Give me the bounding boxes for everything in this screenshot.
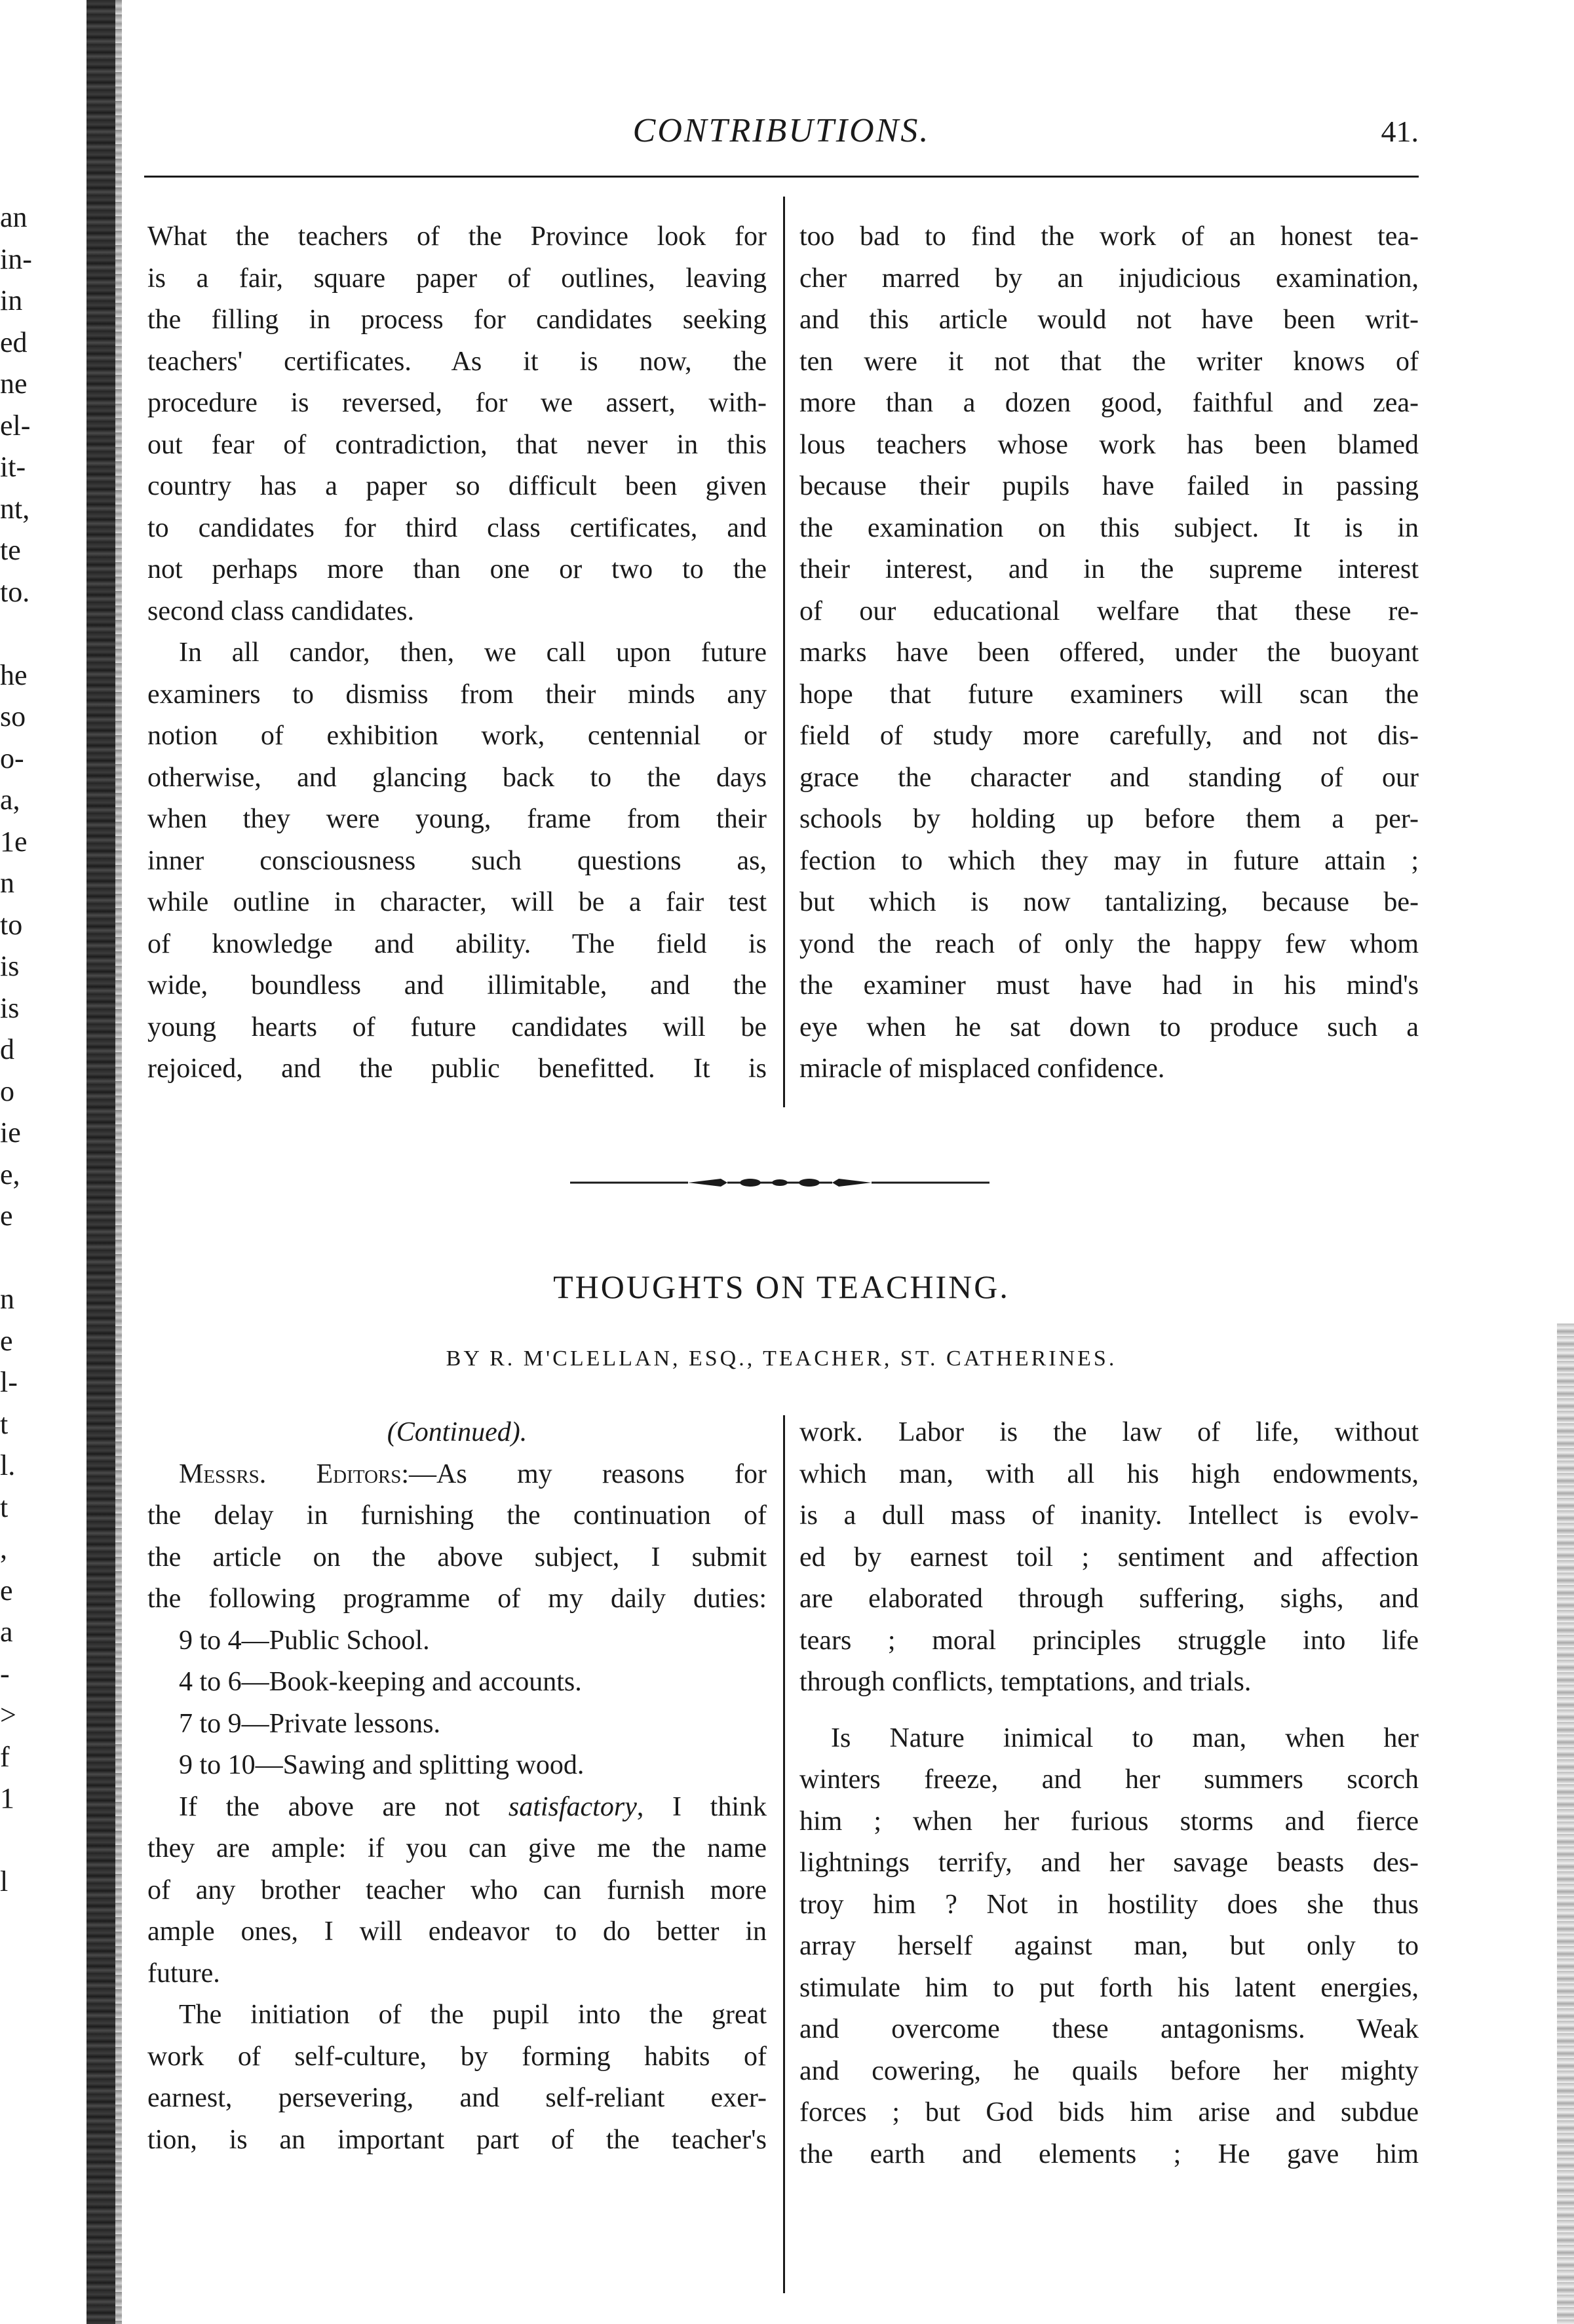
margin-fragment: e	[0, 1200, 13, 1232]
text-line: forces ; but God bids him arise and subdue	[799, 2097, 1419, 2127]
text-line: are elaborated through suffering, sighs, and	[799, 1584, 1419, 1614]
bottom-right-column	[799, 1412, 1419, 2175]
paragraph	[147, 216, 767, 632]
text-line: not perhaps more than one or two to the	[147, 554, 767, 584]
text-line: Is Nature inimical to man, when her	[831, 1723, 1419, 1753]
margin-fragment: ed	[0, 326, 28, 358]
margin-fragment	[0, 1819, 82, 1861]
text-line: troy him ? Not in hostility does she thus	[799, 1889, 1419, 1920]
text-line: the earth and elements ; He gave him	[799, 2139, 1419, 2169]
column-rule	[783, 197, 785, 1107]
text-line: otherwise, and glancing back to the days	[147, 762, 767, 793]
text-line: field of study more carefully, and not dis-	[799, 721, 1419, 751]
text-line: the examination on this subject. It is in	[799, 512, 1419, 543]
margin-fragment: n	[0, 867, 14, 899]
text-line: teachers' certificates. As it is now, the	[147, 346, 767, 377]
paragraph	[799, 1412, 1419, 1704]
margin-fragment: is	[0, 950, 20, 982]
text-run: If the above are not	[179, 1791, 509, 1822]
margin-fragment: he	[0, 658, 28, 691]
text-line: but which is now tantalizing, because be-	[799, 887, 1419, 917]
programme-item: 7 to 9—Private lessons.	[179, 1708, 440, 1739]
margin-fragment: l-	[0, 1366, 18, 1398]
margin-fragment: n	[0, 1283, 14, 1315]
text-line: ample ones, I will endeavor to do better in	[147, 1916, 767, 1947]
margin-fragment	[0, 2027, 82, 2069]
margin-fragment: -	[0, 1657, 10, 1690]
text-line: schools by holding up before them a per-	[799, 804, 1419, 834]
programme-item: 9 to 4—Public School.	[179, 1625, 430, 1656]
margin-fragment: in	[0, 284, 23, 316]
text-line: work of self-culture, by forming habits of	[147, 2041, 767, 2072]
text-line: young hearts of future candidates will be	[147, 1012, 767, 1042]
margin-fragment: in-	[0, 242, 32, 275]
text-line: stimulate him to put forth his latent energies,	[799, 1972, 1419, 2003]
text-line: The initiation of the pupil into the great	[179, 2000, 767, 2030]
salutation-rest: :—As my reasons for	[401, 1458, 767, 1489]
margin-fragment: is	[0, 991, 20, 1024]
paragraph	[799, 1718, 1419, 2176]
text-line: of our educational welfare that these re-	[799, 596, 1419, 626]
text-line: him ; when her furious storms and fierce	[799, 1806, 1419, 1837]
article-byline: BY R. M'CLELLAN, ESQ., TEACHER, ST. CATHERINES.	[446, 1346, 1117, 1371]
margin-fragment	[0, 1237, 82, 1279]
text-line: rejoiced, and the public benefitted. It is	[147, 1054, 767, 1084]
text-line: of any brother teacher who can furnish more	[147, 1875, 767, 1905]
margin-fragment: >	[0, 1699, 16, 1731]
margin-fragment: o-	[0, 742, 24, 774]
text-line: eye when he sat down to produce such a	[799, 1012, 1419, 1042]
margin-fragment: a,	[0, 784, 20, 816]
margin-fragment: to.	[0, 575, 30, 608]
margin-fragment: ,	[0, 1533, 7, 1565]
text-line: ed by earnest toil ; sentiment and affection	[799, 1542, 1419, 1572]
margin-fragment: el-	[0, 409, 31, 442]
text-line: yond the reach of only the happy few whom	[799, 928, 1419, 959]
margin-fragment: e,	[0, 1158, 20, 1191]
margin-fragment: to	[0, 908, 23, 941]
programme-item: 9 to 10—Sawing and splitting wood.	[179, 1750, 585, 1780]
text-line: What the teachers of the Province look for	[147, 221, 767, 252]
margin-fragment: e	[0, 1324, 13, 1357]
margin-fragment: ne	[0, 368, 28, 400]
margin-fragment	[0, 2069, 82, 2111]
text-line: wide, boundless and illimitable, and the	[147, 970, 767, 1000]
text-line	[147, 1787, 767, 1829]
text-line: winters freeze, and her summers scorch	[799, 1764, 1419, 1795]
margin-fragment	[0, 1986, 82, 2028]
programme-list	[147, 1620, 767, 1787]
text-line: array herself against man, but only to	[799, 1931, 1419, 1961]
paragraph	[799, 216, 1419, 1090]
text-line: miracle of misplaced confidence.	[799, 1054, 1165, 1084]
continued-note: (Continued).	[387, 1417, 528, 1447]
text-line: lightnings terrify, and her savage beasts des-	[799, 1848, 1419, 1878]
text-line: too bad to find the work of an honest tea-	[799, 221, 1419, 252]
binding-edge	[115, 0, 122, 2324]
text-line: the examiner must have had in his mind's	[799, 970, 1419, 1000]
text-line: the following programme of my daily duties:	[147, 1584, 767, 1614]
text-line: tion, is an important part of the teacher's	[147, 2124, 767, 2155]
text-line: and cowering, he quails before her mighty	[799, 2055, 1419, 2086]
margin-fragment: so	[0, 700, 26, 733]
text-line: In all candor, then, we call upon future	[179, 638, 767, 668]
text-line: ten were it not that the writer knows of	[799, 346, 1419, 377]
text-line: marks have been offered, under the buoyant	[799, 638, 1419, 668]
text-line: is a dull mass of inanity. Intellect is evolv-	[799, 1500, 1419, 1531]
margin-fragment: l.	[0, 1449, 16, 1481]
margin-fragment: ie	[0, 1116, 21, 1149]
text-line: grace the character and standing of our	[799, 762, 1419, 793]
margin-fragment: t	[0, 1491, 9, 1523]
text-line: while outline in character, will be a fair test	[147, 887, 767, 917]
paragraph	[147, 1994, 767, 2161]
text-line: tears ; moral principles struggle into life	[799, 1625, 1419, 1656]
margin-fragment: an	[0, 201, 28, 233]
text-line: future.	[147, 1958, 220, 1989]
margin-fragment: t	[0, 1407, 9, 1440]
text-line: second class candidates.	[147, 596, 415, 626]
text-line: they are ample: if you can give me the name	[147, 1833, 767, 1863]
text-line: lous teachers whose work has been blamed	[799, 429, 1419, 460]
margin-fragment: 1e	[0, 825, 28, 858]
margin-fragment: te	[0, 534, 21, 566]
previous-page-fragments	[0, 197, 82, 2110]
text-line: the delay in furnishing the continuation of	[147, 1500, 767, 1531]
text-line: which man, with all his high endowments,	[799, 1458, 1419, 1489]
column-rule	[783, 1415, 785, 2293]
margin-fragment: o	[0, 1075, 14, 1107]
article-title: THOUGHTS ON TEACHING.	[553, 1268, 1010, 1305]
paragraph	[147, 632, 767, 1090]
text-line: is a fair, square paper of outlines, leaving	[147, 263, 767, 294]
italic-text: satisfactory	[508, 1791, 637, 1822]
text-line: earnest, persevering, and self-reliant exer-	[147, 2083, 767, 2113]
text-line: country has a paper so difficult been given	[147, 471, 767, 501]
text-line: the filling in process for candidates seeking	[147, 305, 767, 335]
margin-fragment: e	[0, 1574, 13, 1607]
text-line: to candidates for third class certificates, and	[147, 512, 767, 543]
text-line: hope that future examiners will scan the	[799, 679, 1419, 710]
margin-fragment: nt,	[0, 492, 30, 525]
ornament-divider	[570, 1176, 989, 1189]
text-line: notion of exhibition work, centennial or	[147, 721, 767, 751]
text-line: examiners to dismiss from their minds any	[147, 679, 767, 710]
text-line: inner consciousness such questions as,	[147, 845, 767, 876]
text-line: and overcome these antagonisms. Weak	[799, 2014, 1419, 2044]
text-line: out fear of contradiction, that never in this	[147, 429, 767, 460]
text-line: procedure is reversed, for we assert, with-	[147, 388, 767, 418]
header-rule	[144, 176, 1419, 178]
salutation: Messrs. Editors	[179, 1458, 402, 1489]
text-line: work. Labor is the law of life, without	[799, 1417, 1419, 1447]
text-line: the article on the above subject, I submit	[147, 1542, 767, 1572]
page-number: 41.	[1381, 115, 1419, 148]
programme-item: 4 to 6—Book-keeping and accounts.	[179, 1667, 582, 1697]
running-title: CONTRIBUTIONS.	[632, 112, 931, 149]
text-line: because their pupils have failed in passing	[799, 471, 1419, 501]
margin-fragment: d	[0, 1033, 14, 1065]
margin-fragment	[0, 613, 82, 655]
paragraph	[147, 1454, 767, 1620]
text-line: cher marred by an injudicious examination,	[799, 263, 1419, 294]
paragraph	[147, 1787, 767, 1995]
bottom-left-column	[147, 1412, 767, 2161]
running-header	[144, 111, 1419, 157]
top-left-column	[147, 216, 767, 1090]
margin-fragment	[0, 1944, 82, 1986]
text-line: their interest, and in the supreme interest	[799, 554, 1419, 584]
page-edge-right	[1557, 1324, 1574, 2324]
margin-fragment: a	[0, 1616, 13, 1648]
text-run: , I think	[636, 1791, 767, 1822]
binding-gutter	[86, 0, 115, 2324]
text-line: of knowledge and ability. The field is	[147, 928, 767, 959]
text-line	[147, 1454, 767, 1496]
margin-fragment: f	[0, 1740, 10, 1773]
text-line: when they were young, frame from their	[147, 804, 767, 834]
text-line: more than a dozen good, faithful and zea-	[799, 388, 1419, 418]
margin-fragment	[0, 1903, 82, 1945]
text-line: and this article would not have been writ-	[799, 305, 1419, 335]
top-right-column	[799, 216, 1419, 1090]
text-line: through conflicts, temptations, and trials.	[799, 1667, 1252, 1697]
margin-fragment: 1	[0, 1782, 14, 1814]
margin-fragment: it-	[0, 451, 26, 483]
text-line: fection to which they may in future attain ;	[799, 845, 1419, 876]
margin-fragment: l	[0, 1865, 9, 1897]
